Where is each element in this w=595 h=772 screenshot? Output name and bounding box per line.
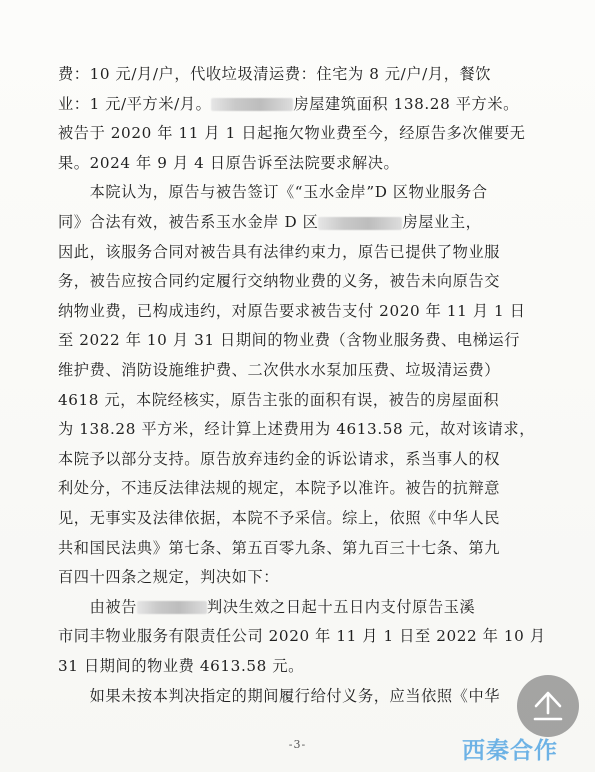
text-line: 利处分，不违反法律法规的规定，本院予以准许。被告的抗辩意 (58, 479, 501, 498)
scroll-to-top-button[interactable] (517, 675, 579, 737)
redaction-mark (211, 98, 293, 111)
text-line: 共和国民法典》第七条、第五百零九条、第九百三十七条、第九 (58, 538, 501, 557)
text-line: 至 2022 年 10 月 31 日期间的物业费（含物业服务费、电梯运行 (58, 331, 520, 350)
text-line: 由被告 判决生效之日起十五日内支付原告玉溪 (58, 597, 476, 616)
redaction-mark (137, 601, 207, 614)
redaction-mark (318, 217, 402, 230)
text-line: 31 日期间的物业费 4613.58 元。 (58, 657, 304, 675)
text-line: 本院认为，原告与被告签订《“玉水金岸”D 区物业服务合 (58, 183, 488, 202)
text-line: 如果未按本判决指定的期间履行给付义务，应当依照《中华 (58, 686, 501, 705)
page-number: -3- (288, 738, 307, 751)
text-line: 维护费、消防设施维护费、二次供水水泵加压费、垃圾清运费） (58, 361, 501, 379)
text-line: 百四十四条之规定，判决如下： (58, 568, 280, 587)
text-line: 因此，该服务合同对被告具有法律约束力，原告已提供了物业服 (58, 242, 501, 261)
text-line: 被告于 2020 年 11 月 1 日起拖欠物业费至今，经原告多次催要无 (58, 124, 526, 143)
text-line: 为 138.28 平方米，经计算上述费用为 4613.58 元，故对该请求， (58, 420, 535, 439)
text-line: 市同丰物业服务有限责任公司 2020 年 11 月 1 日至 2022 年 10 月 (58, 627, 546, 646)
text-line: 务，被告应按合同约定履行交纳物业费的义务，被告未向原告交 (58, 272, 501, 291)
arrow-up-icon (531, 688, 565, 724)
text-line: 4618 元，本院经核实，原告主张的面积有误，被告的房屋面积 (58, 390, 500, 409)
text-line: 同》合法有效，被告系玉水金岸 D 区 房屋业主， (58, 213, 482, 231)
text-line: 纳物业费，已构成违约，对原告要求被告支付 2020 年 11 月 1 日 (58, 301, 526, 320)
text-line: 业：1 元/平方米/月。 房屋建筑面积 138.28 平方米。 (58, 94, 519, 113)
text-line: 费：10 元/月/户，代收垃圾清运费：住宅为 8 元/户/月，餐饮 (58, 65, 492, 83)
text-line: 果。2024 年 9 月 4 日原告诉至法院要求解决。 (58, 153, 400, 172)
text-line: 本院予以部分支持。原告放弃违约金的诉讼请求，系当事人的权 (58, 449, 501, 468)
text-line: 见，无事实及法律依据，本院不予采信。综上，依照《中华人民 (58, 509, 501, 527)
watermark-logo: 西秦合作 (462, 738, 558, 764)
